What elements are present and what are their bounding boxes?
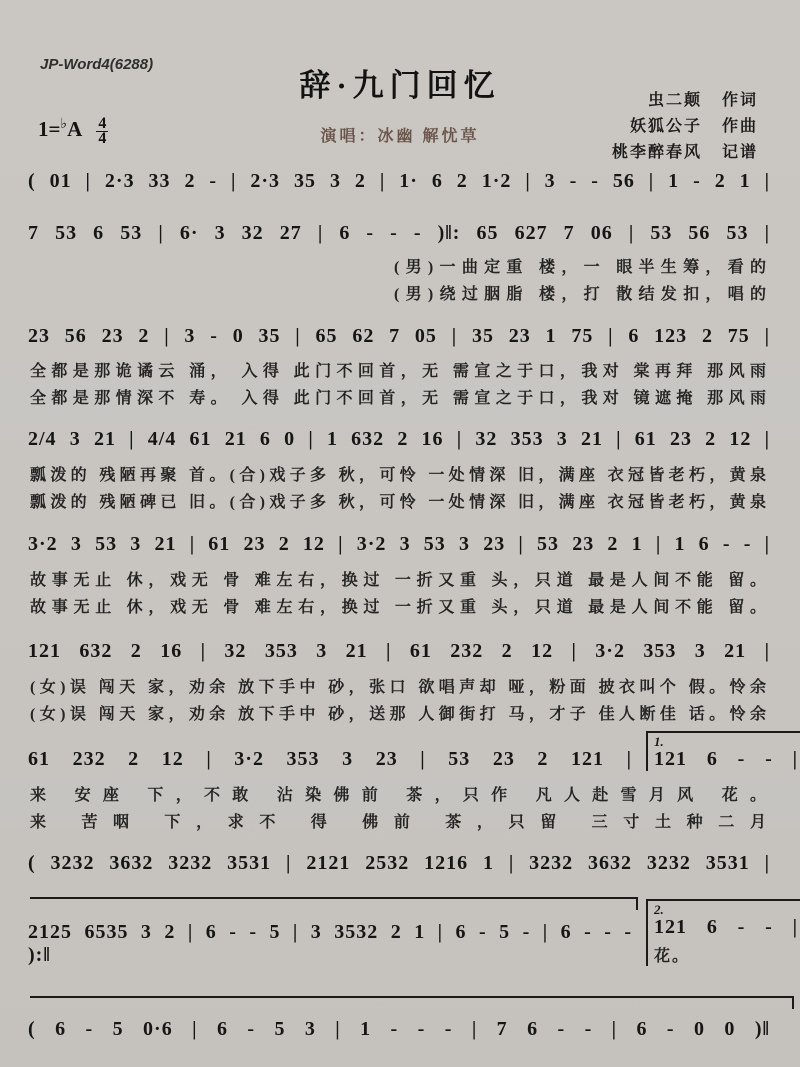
lyricist-name: 虫二颠 [647,92,702,109]
key-letter: A [67,117,82,141]
volta-1-continuation-line [30,897,638,910]
lyric-line: 全都是那诡谲云 涌， 入得 此门不回首，无 需宣之于口，我对 棠再拜 那风雨 [30,363,768,380]
volta-1-label: 1. [654,734,664,749]
key-prefix: 1= [38,117,61,141]
lyric-line: 瓢泼的 残陋碑已 旧。(合)戏子多 秋，可怜 一处情深 旧，满座 衣冠皆老朽，黄泉 [30,494,768,511]
software-watermark: JP-Word4(6288) [40,56,154,73]
transcriber-role: 记谱 [721,144,758,161]
volta-1-bracket [646,731,800,771]
time-denominator: 4 [98,129,107,147]
volta-2-continuation-line [30,996,794,1009]
notation-line-2: 7 53 6 53 | 6· 3 32 27 | 6 - - - )‖: 65 627 7 06 | 53 56 53 | [28,222,770,244]
transcriber-name: 桃李醉春风 [611,144,702,161]
volta-2-measure: 121 6 - - | [654,916,798,938]
lyric-line: (女)误 闯天 家，劝余 放下手中 砂，张口 欲唱声却 哑，粉面 披衣叫个 假。怜余 [30,679,768,696]
volta-2-lyric: 花。 [654,948,691,965]
lyric-line: (男)绕过胭脂 楼，打 散结发扣，唱的 [394,286,768,303]
lyric-line: 全都是那情深不 寿。 入得 此门不回首，无 需宣之于口，我对 镜遮掩 那风雨 [30,390,768,407]
notation-line-10: ( 6 - 5 0·6 | 6 - 5 3 | 1 - - - | 7 6 - - | 6 - 0 0 )‖ [28,1018,770,1040]
notation-line-8: ( 3232 3632 3232 3531 | 2121 2532 1216 1 | 3232 3632 3232 3531 | [28,852,770,874]
composer-role: 作曲 [721,118,758,135]
credit-lyricist [612,88,758,114]
notation-line-3: 23 56 23 2 | 3 - 0 35 | 65 62 7 05 | 35 23 1 75 | 6 123 2 75 | [28,325,770,347]
performer-names: 冰幽 解忧草 [377,128,480,145]
volta-1-measure: 121 6 - - | [654,748,798,770]
flat-sign: ♭ [60,117,68,132]
composer-name: 妖狐公子 [629,118,702,135]
lyric-line: (女)误 闯天 家，劝余 放下手中 砂，送那 人御街打 马，才子 佳人断佳 话。怜余 [30,706,768,723]
notation-line-6: 121 632 2 16 | 32 353 3 21 | 61 232 2 12 | 3·2 353 3 21 | [28,640,770,662]
lyric-line: 来 苦咽 下，求不 得 佛前 茶，只留 三寸土种二月 [30,814,768,831]
performer-line [0,123,800,146]
time-numerator: 4 [98,114,107,132]
lyric-line: 故事无止 休，戏无 骨 难左右，换过 一折又重 头，只道 最是人间不能 留。 [30,599,768,616]
notation-line-7: 61 232 2 12 | 3·2 353 3 23 | 53 23 2 121 | [28,748,632,770]
song-title: 辞·九门回忆 [299,68,501,103]
volta-2-label: 2. [654,902,664,917]
performer-label: 演唱： [320,128,378,145]
notation-line-5: 3·2 3 53 3 21 | 61 23 2 12 | 3·2 3 53 3 23 | 53 23 2 1 | 1 6 - - | [28,533,770,555]
lyricist-role: 作词 [721,92,758,109]
lyric-line: 瓢泼的 残陋再聚 首。(合)戏子多 秋，可怜 一处情深 旧，满座 衣冠皆老朽，黄泉 [30,467,768,484]
notation-line-4: 2/4 3 21 | 4/4 61 21 6 0 | 1 632 2 16 | 32 353 3 21 | 61 23 2 12 | [28,428,770,450]
lyric-line: (男)一曲定重 楼，一 眼半生筹，看的 [394,259,768,276]
lyric-line: 故事无止 休，戏无 骨 难左右，换过 一折又重 头，只道 最是人间不能 留。 [30,572,768,589]
notation-line-1: ( 01 | 2·3 33 2 - | 2·3 35 3 2 | 1· 6 2 1·2 | 3 - - 56 | 1 - 2 1 | [28,170,770,192]
lyric-line: 来 安座 下，不敢 沾染佛前 茶，只作 凡人赴雪月风 花。 [30,787,768,804]
volta-2-bracket [646,899,800,966]
notation-line-9: 2125 6535 3 2 | 6 - - 5 | 3 3532 2 1 | 6 - 5 - | 6 - - - ):‖ [28,921,632,966]
